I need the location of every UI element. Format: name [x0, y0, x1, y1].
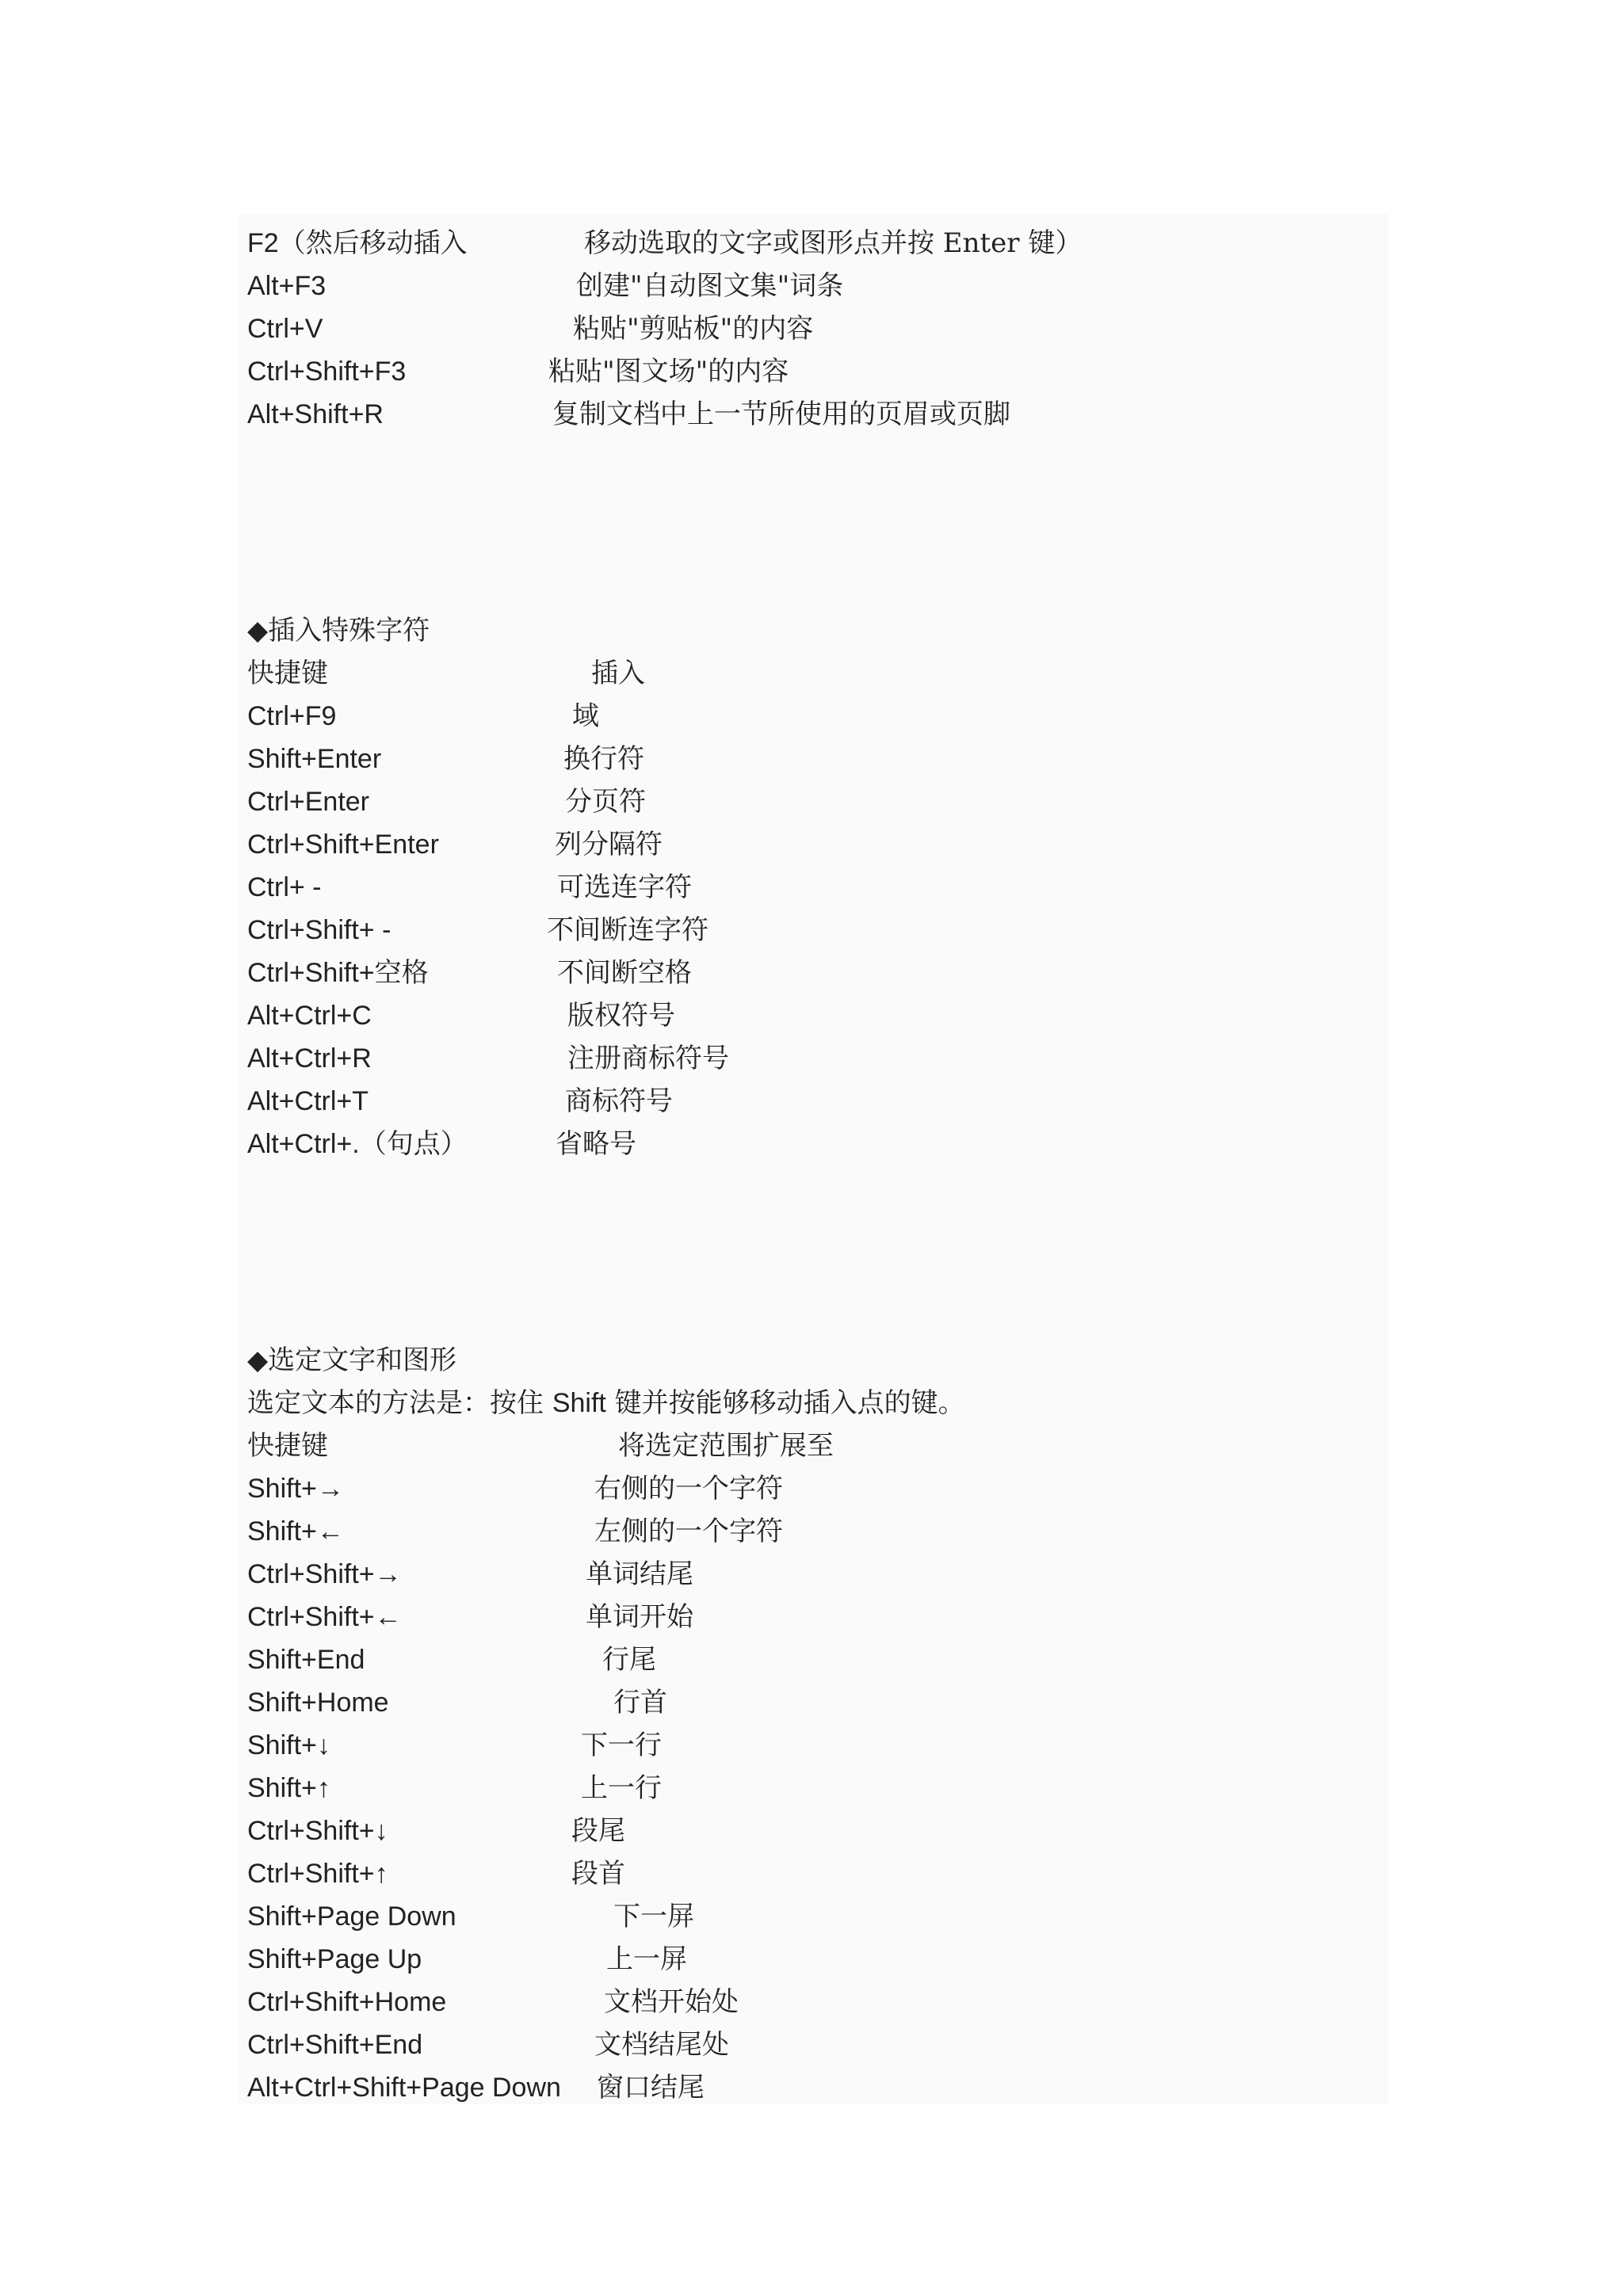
shortcut-description: 复制文档中上一节所使用的页眉或页脚 — [552, 399, 1010, 430]
shortcut-key: Alt+F3 — [247, 271, 327, 301]
shortcut-description: 分页符 — [565, 786, 646, 818]
shortcut-description: 单词开始 — [586, 1601, 693, 1633]
shortcut-key: Ctrl+V — [247, 314, 323, 344]
shortcut-row — [0, 823, 1623, 866]
shortcut-row — [0, 2066, 1623, 2109]
shortcut-description: 窗口结尾 — [597, 2072, 705, 2103]
shortcut-description: 列分隔符 — [555, 829, 663, 860]
shortcut-key: Shift+→ — [247, 1474, 344, 1504]
shortcut-description: 商标符号 — [565, 1085, 673, 1117]
shortcut-key: Shift+Page Down — [247, 1901, 456, 1932]
shortcut-key: Ctrl+Shift+ - — [247, 915, 391, 945]
shortcut-row — [0, 952, 1623, 994]
shortcut-row — [0, 1810, 1623, 1852]
shortcut-description: 注册商标符号 — [567, 1043, 729, 1074]
shortcut-row — [0, 909, 1623, 952]
shortcut-row — [0, 780, 1623, 823]
header-key: 快捷键 — [247, 1430, 328, 1462]
shortcut-row — [0, 1938, 1623, 1981]
shortcut-key: Shift+End — [247, 1645, 365, 1675]
shortcut-description: 文档结尾处 — [594, 2029, 729, 2061]
section-heading — [0, 609, 1623, 652]
table-header — [0, 1425, 1623, 1467]
shortcut-row — [0, 1681, 1623, 1724]
shortcut-row — [0, 307, 1623, 350]
shortcut-key: Ctrl+Shift+F3 — [247, 357, 407, 387]
shortcut-description: 上一行 — [581, 1772, 662, 1804]
shortcut-row — [0, 393, 1623, 436]
shortcut-description: 粘贴"剪贴板"的内容 — [573, 313, 814, 345]
shortcut-description: 不间断连字符 — [547, 914, 708, 946]
shortcut-description: 行首 — [613, 1687, 667, 1718]
shortcut-description: 下一屏 — [613, 1901, 694, 1932]
shortcut-description: 上一屏 — [606, 1943, 687, 1975]
section-heading-text: ◆选定文字和图形 — [247, 1344, 457, 1376]
shortcut-key: Shift+Home — [247, 1688, 389, 1718]
shortcut-row — [0, 265, 1623, 307]
shortcut-row — [0, 1638, 1623, 1681]
shortcut-row — [0, 1037, 1623, 1080]
shortcut-description: 省略号 — [556, 1128, 636, 1160]
shortcut-description: 粘贴"图文场"的内容 — [548, 356, 789, 387]
shortcut-key: Ctrl+Shift+Home — [247, 1987, 447, 2017]
shortcut-row — [0, 866, 1623, 909]
shortcut-row — [0, 1852, 1623, 1895]
shortcut-row — [0, 1596, 1623, 1638]
shortcut-description: 版权符号 — [567, 1000, 675, 1032]
instruction-text: 选定文本的方法是：按住 Shift 键并按能够移动插入点的键。 — [247, 1387, 965, 1419]
shortcut-row — [0, 738, 1623, 780]
shortcut-key: Ctrl+Shift+空格 — [247, 958, 429, 988]
shortcut-description: 移动选取的文字或图形点并按 Enter 键） — [584, 227, 1083, 259]
shortcut-row — [0, 1510, 1623, 1553]
shortcut-description: 右侧的一个字符 — [594, 1473, 783, 1505]
shortcut-key: Shift+↑ — [247, 1773, 330, 1803]
header-key: 快捷键 — [247, 658, 328, 689]
table-header — [0, 652, 1623, 695]
shortcut-key: Ctrl+Shift+↑ — [247, 1859, 388, 1889]
shortcut-key: Alt+Shift+R — [247, 399, 384, 429]
shortcut-row — [0, 1467, 1623, 1510]
shortcut-key: Shift+← — [247, 1516, 344, 1547]
section-heading — [0, 1339, 1623, 1382]
shortcut-key: F2（然后移动插入 — [247, 228, 468, 258]
shortcut-description: 下一行 — [581, 1730, 662, 1761]
shortcut-key: Shift+↓ — [247, 1730, 330, 1760]
shortcut-key: Shift+Enter — [247, 744, 382, 774]
shortcut-key: Ctrl+Shift+Enter — [247, 830, 439, 860]
shortcut-description: 不间断空格 — [557, 957, 692, 989]
shortcut-key: Ctrl+F9 — [247, 701, 337, 731]
shortcut-description: 创建"自动图文集"词条 — [576, 270, 844, 302]
shortcut-key: Shift+Page Up — [247, 1944, 422, 1974]
shortcut-row — [0, 695, 1623, 738]
shortcut-key: Ctrl+Shift+← — [247, 1602, 402, 1632]
header-description: 插入 — [591, 658, 645, 689]
shortcut-row — [0, 994, 1623, 1037]
shortcut-key: Ctrl+Enter — [247, 787, 369, 817]
shortcut-row — [0, 1724, 1623, 1767]
shortcut-description: 行尾 — [602, 1644, 656, 1676]
shortcut-row — [0, 222, 1623, 265]
shortcut-key: Alt+Ctrl+R — [247, 1043, 372, 1074]
shortcut-row — [0, 1553, 1623, 1596]
shortcut-key: Alt+Ctrl+T — [247, 1086, 369, 1116]
shortcut-row — [0, 1767, 1623, 1810]
header-description: 将选定范围扩展至 — [618, 1430, 834, 1462]
shortcut-row — [0, 350, 1623, 393]
instruction-note — [0, 1382, 1623, 1425]
shortcut-description: 可选连字符 — [557, 871, 692, 903]
shortcut-description: 单词结尾 — [586, 1558, 693, 1590]
shortcut-key: Ctrl+Shift+End — [247, 2030, 423, 2060]
shortcut-row — [0, 1981, 1623, 2023]
shortcut-description: 文档开始处 — [604, 1986, 739, 2018]
shortcut-description: 换行符 — [563, 743, 644, 775]
shortcut-key: Alt+Ctrl+.（句点） — [247, 1129, 468, 1159]
shortcut-description: 左侧的一个字符 — [594, 1516, 783, 1547]
shortcut-description: 段尾 — [571, 1815, 625, 1847]
section-heading-text: ◆插入特殊字符 — [247, 615, 430, 646]
shortcut-description: 段首 — [571, 1858, 625, 1890]
shortcut-row — [0, 1123, 1623, 1165]
shortcut-description: 域 — [572, 700, 599, 732]
shortcut-key: Alt+Ctrl+Shift+Page Down — [247, 2073, 561, 2103]
shortcut-key: Ctrl+Shift+→ — [247, 1559, 402, 1589]
shortcut-key: Ctrl+ - — [247, 872, 322, 902]
shortcut-key: Alt+Ctrl+C — [247, 1001, 372, 1031]
shortcut-row — [0, 1080, 1623, 1123]
shortcut-row — [0, 1895, 1623, 1938]
shortcut-row — [0, 2023, 1623, 2066]
shortcut-key: Ctrl+Shift+↓ — [247, 1816, 388, 1846]
